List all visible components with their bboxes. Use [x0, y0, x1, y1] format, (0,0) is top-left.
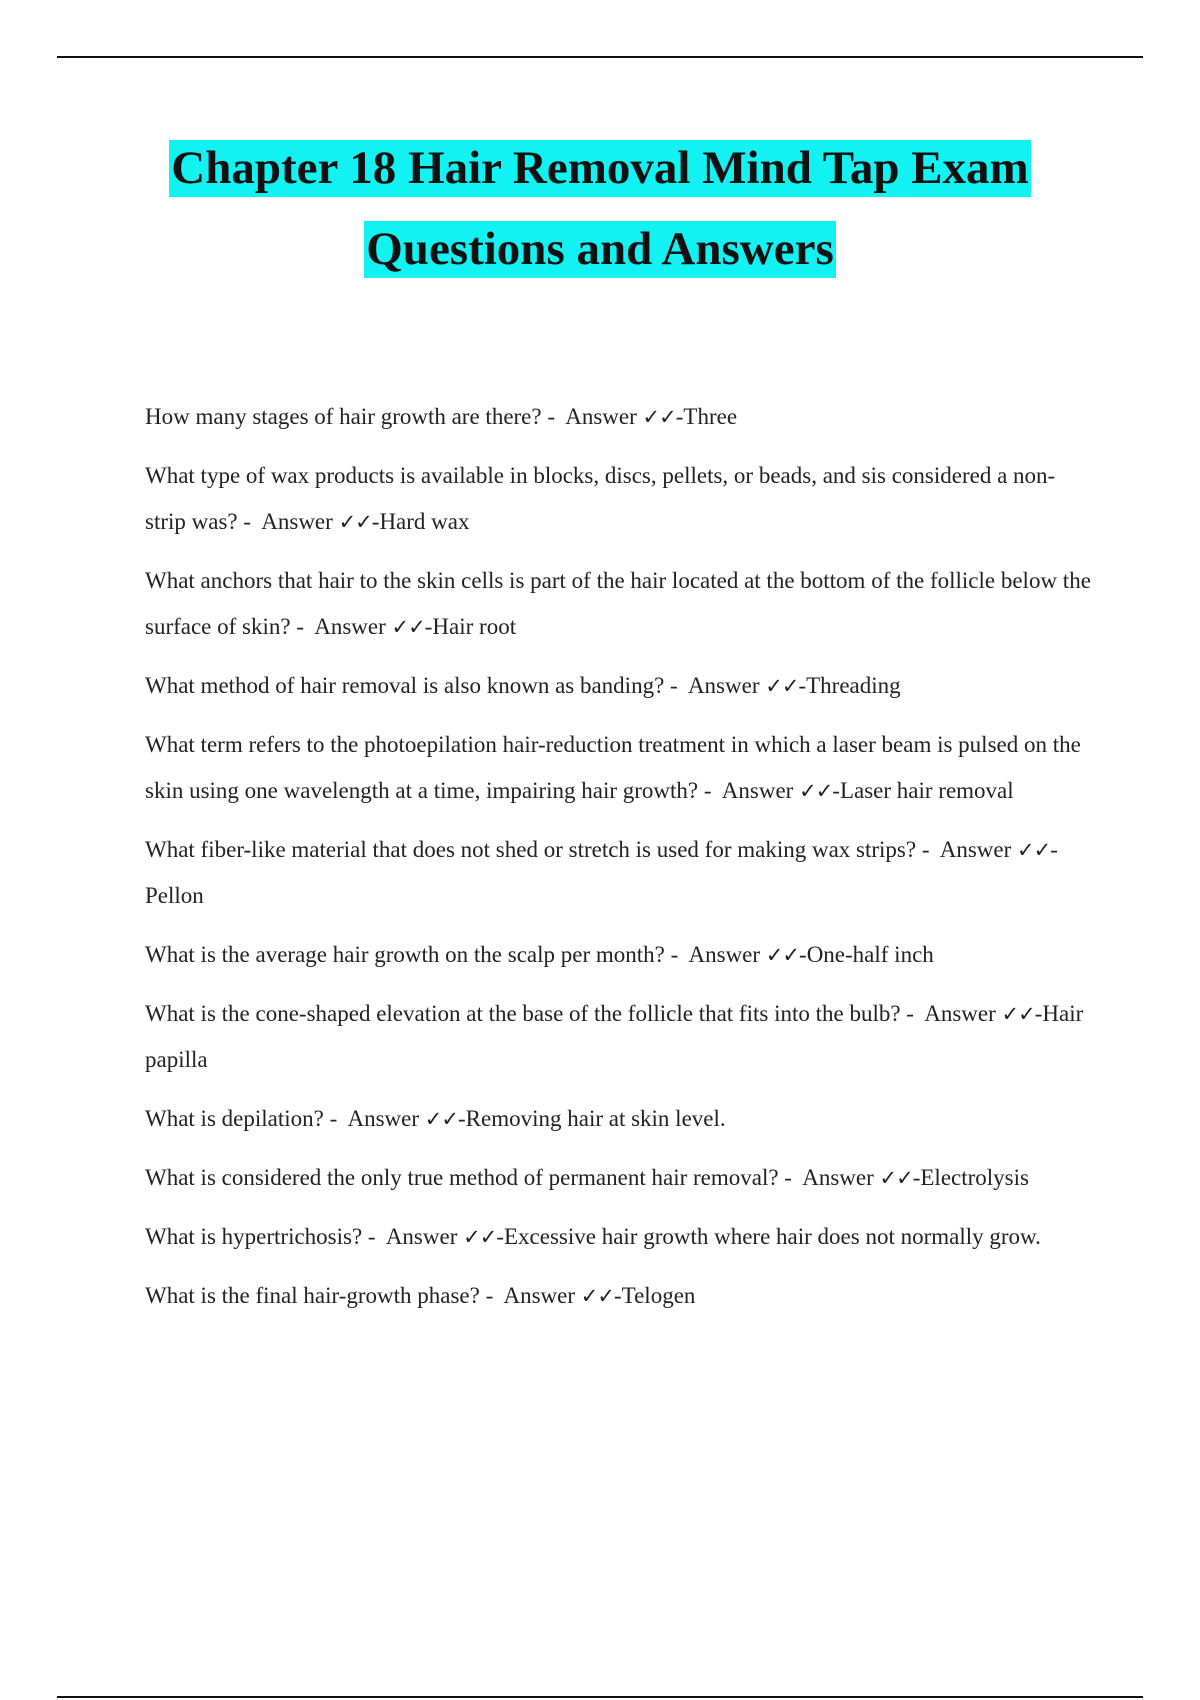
answer-text: Laser hair removal — [839, 778, 1014, 803]
question-text: How many stages of hair growth are there? - — [145, 404, 556, 429]
qa-item: What is the average hair growth on the scalp per month? - Answer ✓✓-One-half inch — [145, 942, 934, 967]
qa-item: What is considered the only true method of permanent hair removal? - Answer ✓✓-Electrolysis — [145, 1165, 1029, 1190]
title-line-2: Questions and Answers — [364, 221, 836, 278]
document-title — [60, 140, 1140, 278]
answer-text: Hard wax — [379, 509, 470, 534]
qa-item: What is the final hair-growth phase? - Answer ✓✓-Telogen — [145, 1283, 696, 1308]
double-check-icon: ✓✓ — [765, 943, 800, 967]
answer-text: Hair root — [432, 614, 517, 639]
question-text: What is considered the only true method of permanent hair removal? - — [145, 1165, 792, 1190]
qa-item: What is the cone-shaped elevation at the base of the follicle that fits into the bulb? - Answer ✓✓-Hair papilla — [145, 1001, 1084, 1072]
answer-label: Answer — [939, 837, 1012, 862]
answer-label: Answer — [802, 1165, 874, 1190]
qa-list — [145, 394, 1095, 1332]
double-check-icon: ✓✓ — [391, 615, 425, 639]
question-text: What is depilation? - — [145, 1106, 338, 1131]
question-text: What is the cone-shaped elevation at the base of the follicle that fits into the bulb? - — [145, 1001, 914, 1026]
question-text: What fiber-like material that does not shed or stretch is used for making wax strips? - — [145, 837, 930, 862]
double-check-icon: ✓✓ — [580, 1284, 614, 1308]
question-text: What term refers to the photoepilation hair-reduction treatment in which a laser beam is pulsed on the skin using one wavelength at a time, impairing hair growth? - — [145, 732, 1081, 803]
answer-text: Hair papilla — [145, 1001, 1084, 1072]
answer-label: Answer — [924, 1001, 996, 1026]
question-text: What is hypertrichosis? - — [145, 1224, 376, 1249]
answer-label: Answer — [347, 1106, 420, 1131]
double-check-icon: ✓✓ — [424, 1107, 458, 1131]
qa-item: What term refers to the photoepilation hair-reduction treatment in which a laser beam is pulsed on the skin using one wavelength at a time, impairing hair growth? - Answer ✓✓-Laser hair removal — [145, 732, 1081, 803]
double-check-icon: ✓✓ — [463, 1225, 497, 1249]
double-check-icon: ✓✓ — [799, 779, 833, 803]
title-line-1: Chapter 18 Hair Removal Mind Tap Exam — [169, 140, 1030, 197]
answer-label: Answer — [687, 673, 760, 698]
question-text: What type of wax products is available in blocks, discs, pellets, or beads, and sis considered a non-strip was? - — [145, 463, 1056, 534]
answer-label: Answer — [565, 404, 637, 429]
bottom-divider — [57, 1696, 1143, 1698]
answer-text: One-half inch — [806, 942, 934, 967]
qa-item: What is hypertrichosis? - Answer ✓✓-Excessive hair growth where hair does not normally grow. — [145, 1224, 1041, 1249]
answer-text: Removing hair at skin level. — [465, 1106, 726, 1131]
qa-item: What is depilation? - Answer ✓✓-Removing hair at skin level. — [145, 1106, 726, 1131]
answer-label: Answer — [385, 1224, 458, 1249]
double-check-icon: ✓✓ — [642, 405, 676, 429]
answer-label: Answer — [503, 1283, 576, 1308]
answer-text: Threading — [806, 673, 901, 698]
qa-item: How many stages of hair growth are there? - Answer ✓✓-Three — [145, 404, 738, 429]
answer-label: Answer — [314, 614, 386, 639]
answer-label: Answer — [721, 778, 794, 803]
double-check-icon: ✓✓ — [1001, 1002, 1035, 1026]
answer-text: Electrolysis — [920, 1165, 1029, 1190]
question-text: What is the average hair growth on the scalp per month? - — [145, 942, 679, 967]
answer-text: Excessive hair growth where hair does not normally grow. — [503, 1224, 1041, 1249]
qa-item: What fiber-like material that does not shed or stretch is used for making wax strips? - Answer ✓✓-Pellon — [145, 837, 1058, 908]
top-divider — [57, 56, 1143, 58]
double-check-icon: ✓✓ — [765, 674, 799, 698]
qa-item: What method of hair removal is also known as banding? - Answer ✓✓-Threading — [145, 673, 901, 698]
question-text: What anchors that hair to the skin cells is part of the hair located at the bottom of the follicle below the surface of skin? - — [145, 568, 1091, 639]
answer-label: Answer — [688, 942, 761, 967]
answer-text: Pellon — [145, 883, 204, 908]
double-check-icon: ✓✓ — [879, 1166, 913, 1190]
question-text: What is the final hair-growth phase? - — [145, 1283, 494, 1308]
answer-text: Telogen — [621, 1283, 696, 1308]
question-text: What method of hair removal is also known as banding? - — [145, 673, 678, 698]
answer-text: Three — [683, 404, 738, 429]
double-check-icon: ✓✓ — [1017, 838, 1051, 862]
qa-item: What type of wax products is available in blocks, discs, pellets, or beads, and sis considered a non-strip was? - Answer ✓✓-Hard wax — [145, 463, 1056, 534]
double-check-icon: ✓✓ — [338, 510, 372, 534]
qa-item: What anchors that hair to the skin cells is part of the hair located at the bottom of the follicle below the surface of skin? - Answer ✓✓-Hair root — [145, 568, 1091, 639]
answer-label: Answer — [261, 509, 333, 534]
